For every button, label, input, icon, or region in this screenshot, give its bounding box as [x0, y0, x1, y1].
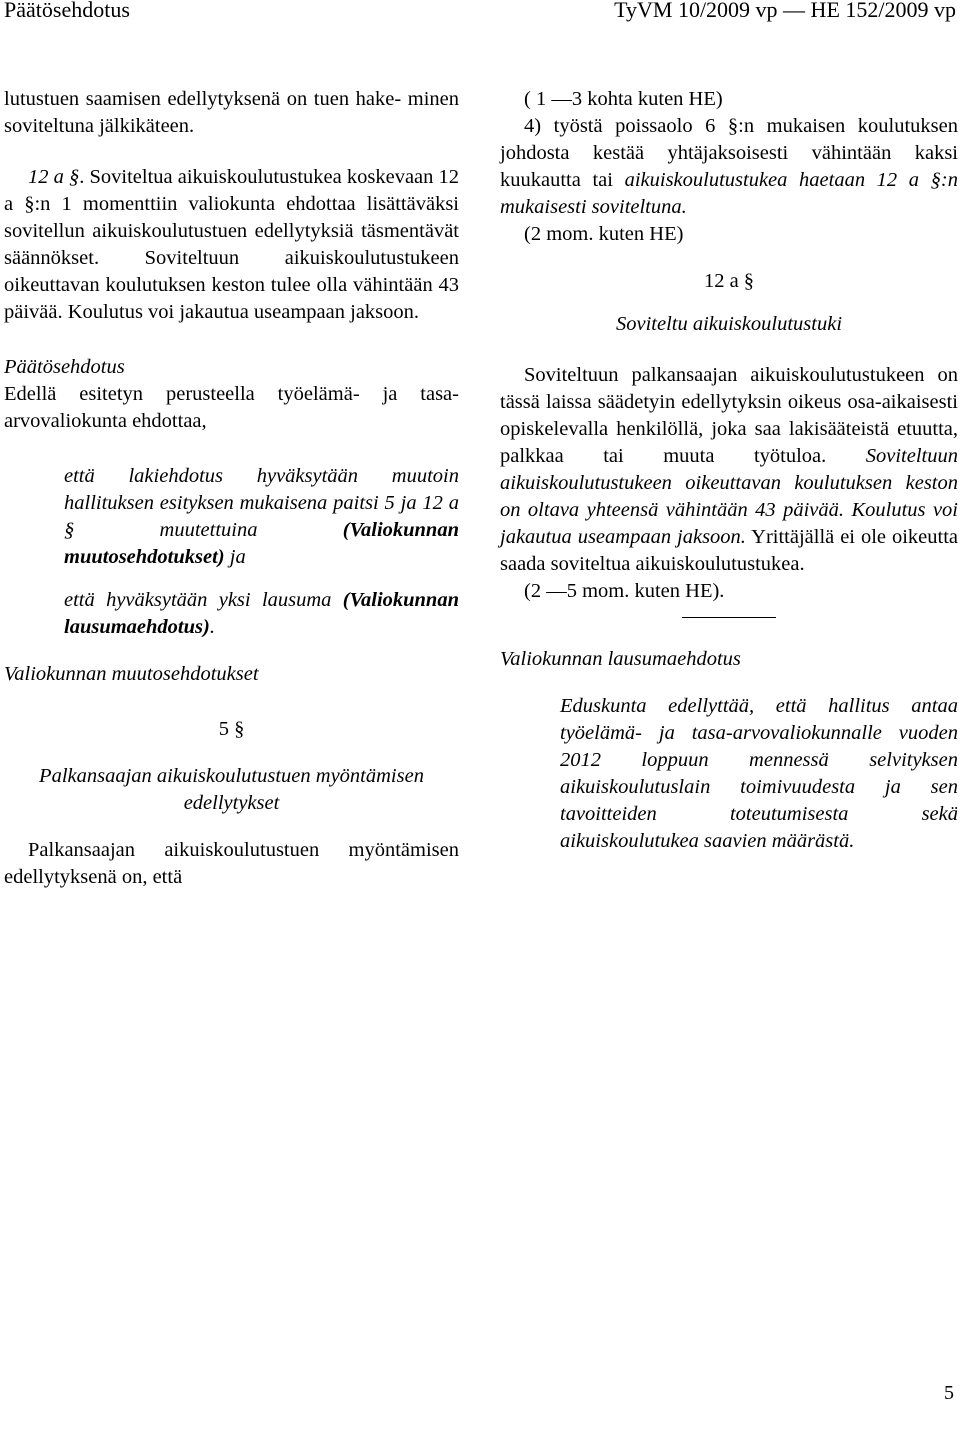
proposal-item-1: että lakiehdotus hyväksytään muutoin hallituksen esityksen mukaisena paitsi 5 ja 12 a § muutettuina (Valiokunnan muutosehdotukset) ja — [64, 465, 459, 568]
link-lausumaehdotus: (Valiokunnan lausumaehdotus) — [64, 589, 459, 638]
page-number: 5 — [944, 1382, 954, 1404]
running-header — [4, 0, 956, 26]
section-body: Palkansaajan aikuiskoulutustuen myöntämisen edellytyksenä on, että — [4, 839, 459, 888]
right-column — [500, 86, 958, 855]
section-heading-line-2: edellytykset — [183, 792, 280, 814]
unchanged-moments-note: (2 —5 mom. kuten HE). — [524, 580, 725, 602]
amended-text: aikuiskoulutustukea haetaan 12 a §:n mukaisesti soviteltuna. — [500, 169, 958, 218]
unchanged-moment-note: (2 mom. kuten HE) — [524, 223, 684, 245]
point-4: 4) työstä poissaolo 6 §:n mukaisen koulutuksen johdosta kestää yhtäjaksoisesti vähintään kaksi kuukautta tai aikuiskoulutustukea haetaan 12 a §:n mukaisesti soviteltuna. — [500, 115, 958, 218]
section-number-12a: 12 a § — [703, 270, 755, 292]
section-number-5: 5 § — [218, 718, 245, 740]
section-reference: 12 a § — [28, 166, 80, 188]
header-document-id: TyVM 10/2009 vp — HE 152/2009 vp — [614, 0, 956, 22]
section-heading-12a: Soviteltu aikuiskoulutustuki — [615, 313, 843, 335]
amended-text: Soviteltuun aikuiskoulutustukeen oikeuttavan koulutuksen keston on oltava yhteensä vähintään 43 päivää. Koulutus voi jakautua useampaan jaksoon. — [500, 445, 958, 548]
statement-text: Eduskunta edellyttää, että hallitus antaa työelämä- ja tasa-arvovaliokunnalle vuoden 2012 loppuun mennessä selvityksen aikuiskoulutuslain toimivuudesta ja sen tavoitteiden toteutumisesta sekä aikuiskoulutukea saavien määrästä. — [560, 695, 958, 852]
link-muutosehdotukset: (Valiokunnan muutosehdotukset) — [64, 519, 459, 568]
section-heading-line-1: Palkansaajan aikuiskoulutustuen myöntämisen — [39, 765, 424, 787]
paragraph-continued: lutustuen saamisen edellytyksenä on tuen hake- minen soviteltuna jälkikäteen. — [4, 88, 459, 137]
changes-title: Valiokunnan muutosehdotukset — [4, 663, 259, 685]
unchanged-points-note: ( 1 —3 kohta kuten HE) — [524, 88, 723, 110]
section-title-paatosehdotus: Päätösehdotus — [4, 356, 125, 378]
header-section-title: Päätösehdotus — [4, 0, 130, 22]
paragraph-text: . Soviteltua aikuiskoulutustukea koskevaan 12 a §:n 1 momenttiin valiokunta ehdottaa lisättäväksi sovitellun aikuiskoulutustuen edellytyksiä täsmentävät säännökset. Soviteltuun aikuiskoulutustukeen oikeuttavan koulutuksen keston tulee olla vähintään 43 päivää. Koulutus voi jakautua useampaan jaksoon. — [4, 166, 460, 323]
section-12a-body: Soviteltuun palkansaajan aikuiskoulutustukeen on tässä laissa säädetyin edellytyksin oikeus osa-aikaisesti opiskelevalla henkilöllä, joka saa lakisääteistä etuutta, palkkaa tai muuta työtuloa. Soviteltuun aikuiskoulutustukeen oikeuttavan koulutuksen keston on oltava yhteensä vähintään 43 päivää. Koulutus voi jakautua useampaan jaksoon. Yrittäjällä ei ole oikeutta saada soviteltua aikuiskoulutustukea. — [500, 364, 958, 575]
left-column — [4, 86, 459, 891]
statement-title: Valiokunnan lausumaehdotus — [500, 648, 741, 670]
proposal-item-2: että hyväksytään yksi lausuma (Valiokunnan lausumaehdotus). — [64, 589, 459, 638]
proposal-intro: Edellä esitetyn perusteella työelämä- ja tasa-arvovaliokunta ehdottaa, — [4, 383, 459, 432]
paragraph-12a-explanation — [4, 164, 459, 326]
